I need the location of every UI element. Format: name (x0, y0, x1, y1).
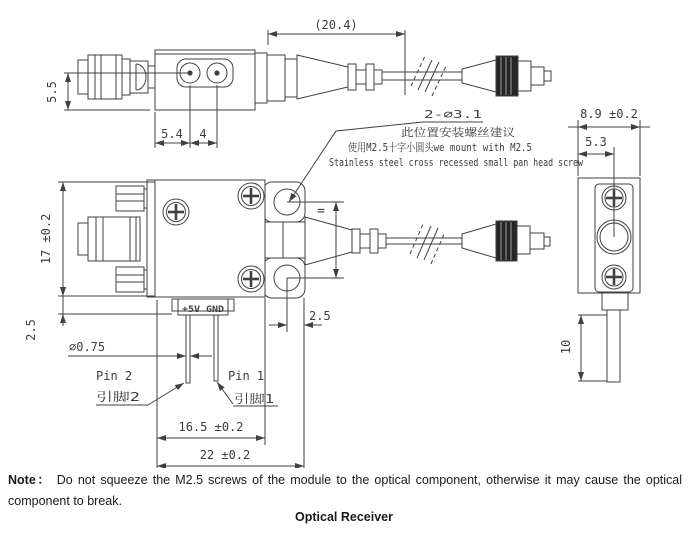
dim-top-height: 5.5 (45, 81, 59, 103)
side-body (578, 178, 640, 382)
screw-note-line4: Stainless steel cross recessed small pan head screw (329, 156, 584, 169)
coax-connector-top-icon (78, 55, 155, 99)
equal-mark: = (317, 204, 325, 219)
pin2-label-cn: 引脚2 (96, 390, 128, 404)
note-text-line2: component to break. (8, 494, 122, 508)
dim-front-height: 17 ±0.2 (39, 213, 53, 265)
pin-1 (214, 315, 218, 381)
dim-tab-length: 10 (559, 339, 573, 355)
note-label: Note： (8, 473, 52, 487)
screw-annotation (289, 108, 583, 202)
footnote-line1 (8, 470, 682, 491)
dim-pin-diameter: ∅0.75 (69, 340, 106, 354)
pin-2 (186, 315, 190, 383)
dim-block-offset: 2.5 (24, 319, 38, 341)
coax-connector-front-icon (78, 180, 155, 297)
drawing-title: Optical Receiver (295, 510, 393, 524)
pin2-label-en: Pin 2 (96, 369, 133, 383)
break-symbol-front (410, 222, 445, 264)
pin1-label-en: Pin 1 (228, 369, 265, 383)
dim-total-width: 22 ±0.2 (199, 448, 251, 462)
pins (186, 315, 218, 383)
fc-connector-top-icon (462, 56, 551, 96)
dim-hole-edge-offset: 2.5 (309, 309, 331, 323)
screw-note-line2: 此位置安装螺丝建议 (401, 126, 500, 139)
screw-note-line3: 使用M2.5十字小圆头we mount with M2.5 (348, 141, 571, 154)
footnote-line2 (8, 491, 682, 512)
dim-side-width: 8.9 ±0.2 (580, 107, 638, 121)
side-view-dimensions (559, 107, 650, 381)
break-symbol-top (411, 56, 446, 96)
pin1-label-cn: 引脚1 (234, 392, 266, 406)
screw-note-line1: 2-∅3.1 (424, 108, 482, 121)
dim-hole-pitch: 4 (199, 127, 207, 141)
module-body-top (155, 50, 267, 110)
side-view (559, 107, 650, 382)
terminal-label: +5V GND (182, 305, 225, 315)
side-tab (607, 310, 620, 382)
footnote (8, 470, 682, 512)
dim-top-length: (20.4) (314, 18, 358, 32)
dim-hole-center: 5.3 (585, 135, 607, 149)
dim-pin-span: 16.5 ±0.2 (178, 420, 244, 434)
note-text-line1: Do not squeeze the M2.5 screws of the module to the optical component, otherwise it may cause the optical (56, 473, 682, 487)
terminal-block (172, 299, 234, 315)
front-view (24, 180, 550, 468)
mounting-flange (263, 182, 305, 298)
dim-hole-offset: 5.4 (161, 127, 183, 141)
top-view-dimensions (45, 18, 405, 148)
fc-connector-front-icon (462, 221, 550, 261)
